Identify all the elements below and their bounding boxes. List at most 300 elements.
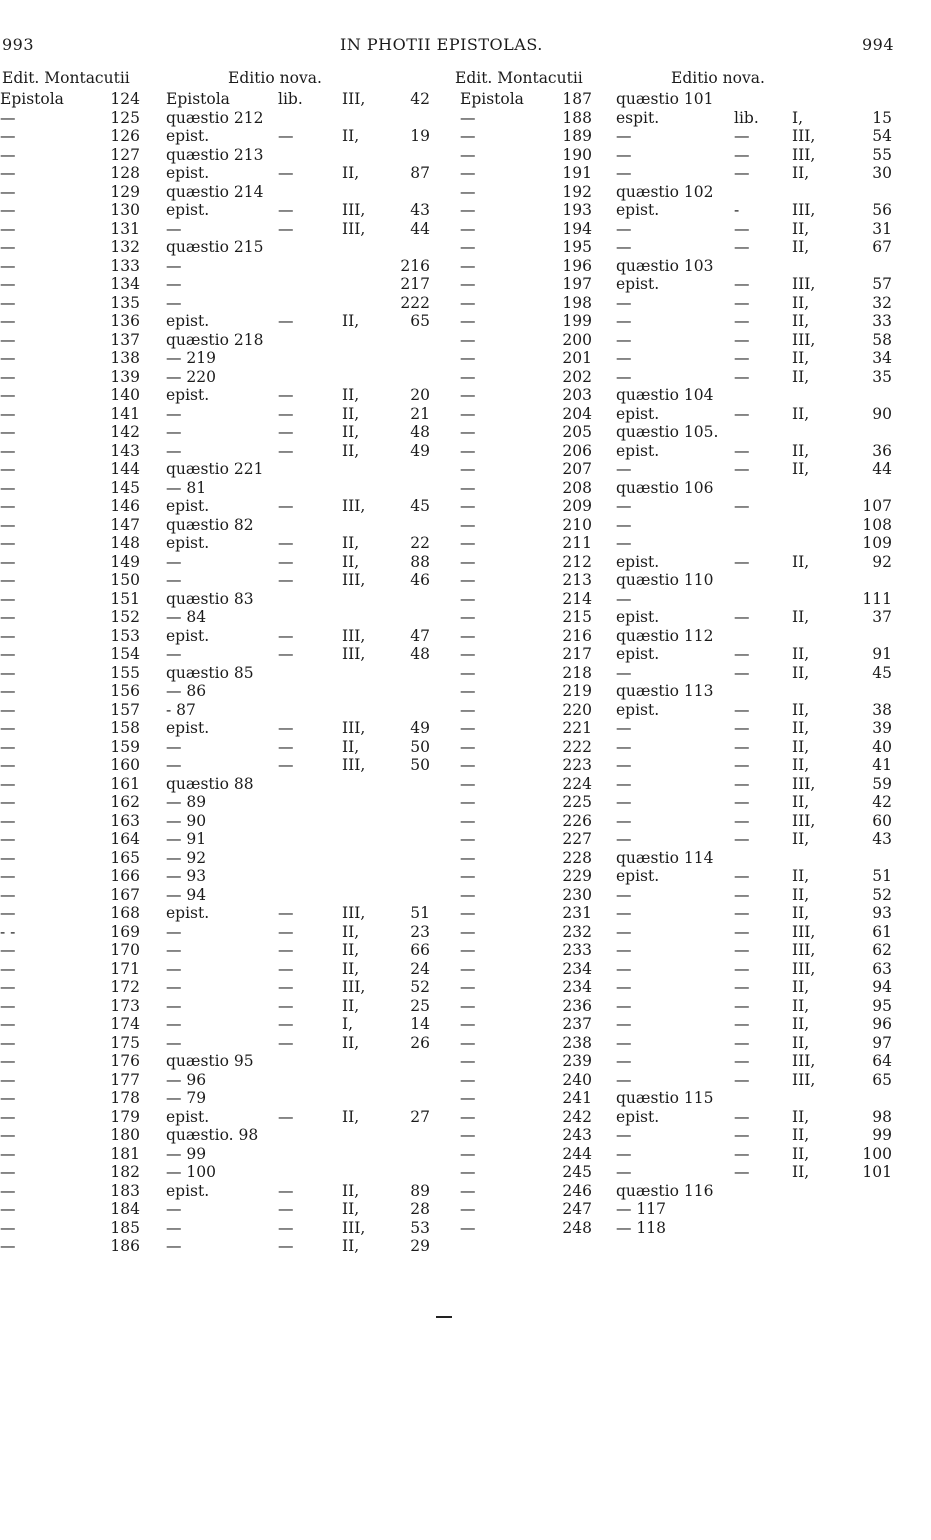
montacutii-number: 193 — [562, 201, 592, 219]
editio-entry: — — [616, 515, 632, 534]
editio-entry: — 92 — [166, 848, 207, 867]
montacutii-number: 220 — [562, 700, 592, 719]
editio-entry: - 87 — [166, 700, 196, 719]
book-number: III, — [792, 275, 816, 293]
editio-entry: epist. — [616, 867, 660, 885]
editio-number: 25 — [410, 996, 430, 1015]
editio-number: 56 — [872, 201, 892, 219]
editio-number: 89 — [410, 1181, 430, 1200]
editio-dash: — — [278, 1033, 294, 1052]
book-number: II, — [792, 1107, 810, 1126]
editio-dash: — — [734, 737, 750, 756]
row-lead: — — [0, 386, 16, 404]
right-table-row — [0, 368, 931, 387]
row-lead: — — [460, 904, 476, 922]
editio-entry: quæstio 103 — [616, 256, 714, 275]
row-lead: — — [460, 885, 476, 904]
book-number: II, — [792, 1163, 810, 1181]
montacutii-number: 200 — [562, 330, 592, 349]
editio-dash: — — [734, 552, 750, 571]
montacutii-number: 125 — [110, 108, 140, 127]
editio-entry: — — [616, 941, 632, 959]
editio-number: 44 — [410, 219, 430, 238]
book-number: II, — [792, 867, 810, 885]
editio-entry: — — [166, 941, 182, 959]
editio-entry: — — [616, 127, 632, 145]
montacutii-number: 159 — [110, 737, 140, 756]
book-number: II, — [342, 996, 360, 1015]
montacutii-number: 204 — [562, 404, 592, 423]
editio-entry: — — [166, 441, 182, 460]
row-lead: — — [460, 571, 476, 589]
editio-dash: — — [278, 1107, 294, 1126]
book-number: II, — [342, 404, 360, 423]
editio-entry: epist. — [166, 534, 210, 552]
editio-number: 21 — [410, 404, 430, 423]
book-number: III, — [792, 330, 816, 349]
montacutii-number: 126 — [110, 127, 140, 145]
editio-dash: — — [734, 1107, 750, 1126]
row-lead: — — [460, 626, 476, 645]
montacutii-number: 190 — [562, 145, 592, 164]
editio-number: 58 — [872, 330, 892, 349]
montacutii-number: 131 — [110, 219, 140, 238]
montacutii-number: 160 — [110, 756, 140, 774]
row-lead: — — [0, 478, 16, 497]
right-table-row — [0, 960, 931, 979]
editio-dash: — — [278, 552, 294, 571]
montacutii-number: 199 — [562, 312, 592, 330]
page-number-left: 993 — [2, 35, 35, 54]
row-lead: — — [460, 682, 476, 700]
montacutii-number: 241 — [562, 1089, 592, 1107]
editio-dash: — — [734, 922, 750, 941]
editio-entry: — — [616, 922, 632, 941]
editio-number: 217 — [400, 275, 430, 293]
running-title: IN PHOTII EPISTOLAS. — [340, 35, 543, 54]
editio-dash: — — [734, 127, 750, 145]
editio-entry: — — [166, 275, 182, 293]
book-number: II, — [792, 293, 810, 312]
editio-dash: — — [734, 959, 750, 978]
right-table-row — [0, 627, 931, 646]
editio-entry: quæstio 114 — [616, 848, 714, 867]
montacutii-number: 182 — [110, 1163, 140, 1181]
book-number: II, — [792, 460, 810, 478]
right-table-row — [0, 164, 931, 183]
editio-entry: quæstio 85 — [166, 663, 254, 682]
montacutii-number: 143 — [110, 441, 140, 460]
editio-number: 93 — [872, 904, 892, 922]
book-number: II, — [342, 312, 360, 330]
right-table-row — [0, 460, 931, 479]
row-lead: — — [460, 108, 476, 127]
editio-number: 100 — [862, 1144, 892, 1163]
right-table-row — [0, 775, 931, 794]
book-number: II, — [792, 756, 810, 774]
editio-number: 14 — [410, 1015, 430, 1033]
editio-entry: quæstio 101 — [616, 90, 714, 108]
right-table-row — [0, 941, 931, 960]
row-lead: — — [460, 959, 476, 978]
right-table-row — [0, 331, 931, 350]
right-table-row — [0, 793, 931, 812]
montacutii-number: 153 — [110, 626, 140, 645]
row-lead: — — [460, 127, 476, 145]
montacutii-number: 202 — [562, 367, 592, 386]
editio-number: 41 — [872, 756, 892, 774]
editio-number: 51 — [872, 867, 892, 885]
editio-number: 52 — [410, 978, 430, 996]
editio-entry: — — [166, 756, 182, 774]
editio-dash: — — [278, 996, 294, 1015]
book-number: II, — [792, 404, 810, 423]
editio-dash: — — [734, 756, 750, 774]
right-table-row — [0, 1108, 931, 1127]
row-lead: — — [0, 589, 16, 608]
editio-entry: — — [166, 1015, 182, 1033]
editio-entry: — 86 — [166, 682, 207, 700]
row-lead: — — [0, 941, 16, 959]
row-lead: — — [0, 904, 16, 922]
editio-number: 28 — [410, 1200, 430, 1218]
editio-entry: — 79 — [166, 1089, 207, 1107]
editio-dash: — — [734, 312, 750, 330]
row-lead: — — [460, 441, 476, 460]
book-number: III, — [342, 219, 366, 238]
editio-entry: — — [616, 145, 632, 164]
row-lead: — — [0, 737, 16, 756]
editio-number: 19 — [410, 127, 430, 145]
editio-number: 222 — [400, 293, 430, 312]
row-lead: — — [460, 737, 476, 756]
book-number: II, — [792, 608, 810, 626]
editio-number: 23 — [410, 922, 430, 941]
montacutii-number: 246 — [562, 1181, 592, 1200]
book-number: II, — [342, 127, 360, 145]
book-number: II, — [792, 663, 810, 682]
montacutii-number: 207 — [562, 460, 592, 478]
book-number: II, — [342, 1181, 360, 1200]
book-number: III, — [342, 756, 366, 774]
montacutii-number: 164 — [110, 830, 140, 848]
row-lead: — — [0, 219, 16, 238]
book-number: II, — [342, 534, 360, 552]
editio-dash: — — [734, 867, 750, 885]
right-table-row — [0, 1163, 931, 1182]
montacutii-number: 187 — [562, 90, 592, 108]
editio-entry: — — [616, 830, 632, 848]
editio-number: 55 — [872, 145, 892, 164]
row-lead: — — [460, 460, 476, 478]
row-lead: — — [460, 201, 476, 219]
editio-dash: — — [278, 312, 294, 330]
montacutii-number: 221 — [562, 719, 592, 737]
editio-dash: lib. — [734, 108, 759, 127]
montacutii-number: 243 — [562, 1126, 592, 1144]
row-lead: — — [0, 275, 16, 293]
montacutii-number: 214 — [562, 589, 592, 608]
editio-entry: — — [616, 1033, 632, 1052]
row-lead: — — [0, 1052, 16, 1070]
montacutii-number: 154 — [110, 645, 140, 663]
montacutii-number: 242 — [562, 1107, 592, 1126]
row-lead: — — [460, 996, 476, 1015]
right-table-row — [0, 590, 931, 609]
editio-dash: — — [734, 700, 750, 719]
right-table-row — [0, 1200, 931, 1219]
montacutii-number: 136 — [110, 312, 140, 330]
editio-dash: — — [278, 941, 294, 959]
row-lead: — — [460, 386, 476, 404]
montacutii-number: 124 — [110, 90, 140, 108]
book-number: II, — [792, 719, 810, 737]
right-table-row — [0, 534, 931, 553]
editio-entry: — — [616, 1163, 632, 1181]
editio-entry: Epistola — [166, 90, 230, 108]
montacutii-number: 224 — [562, 774, 592, 793]
editio-dash: — — [734, 460, 750, 478]
row-lead: — — [0, 774, 16, 793]
editio-dash: — — [734, 293, 750, 312]
editio-entry: quæstio 104 — [616, 386, 714, 404]
editio-entry: epist. — [166, 1181, 210, 1200]
right-table-row — [0, 516, 931, 535]
editio-dash: — — [278, 201, 294, 219]
editio-dash: — — [278, 756, 294, 774]
row-lead: — — [0, 238, 16, 256]
right-table-row — [0, 109, 931, 128]
editio-entry: espit. — [616, 108, 660, 127]
book-number: III, — [792, 201, 816, 219]
row-lead: — — [460, 478, 476, 497]
editio-entry: — — [166, 645, 182, 663]
book-number: II, — [792, 737, 810, 756]
book-number: II, — [342, 959, 360, 978]
editio-entry: epist. — [166, 312, 210, 330]
row-lead: — — [0, 571, 16, 589]
montacutii-number: 163 — [110, 811, 140, 830]
montacutii-number: 148 — [110, 534, 140, 552]
editio-entry: epist. — [166, 1107, 210, 1126]
row-lead: — — [0, 515, 16, 534]
editio-dash: — — [278, 1181, 294, 1200]
editio-number: 47 — [410, 626, 430, 645]
montacutii-number: 179 — [110, 1107, 140, 1126]
editio-number: 15 — [872, 108, 892, 127]
editio-number: 108 — [862, 515, 892, 534]
book-number: III, — [792, 922, 816, 941]
editio-number: 87 — [410, 164, 430, 182]
editio-number: 101 — [862, 1163, 892, 1181]
right-table-row — [0, 183, 931, 202]
row-lead: — — [460, 811, 476, 830]
right-table-row — [0, 867, 931, 886]
montacutii-number: 244 — [562, 1144, 592, 1163]
row-lead: — — [0, 1237, 16, 1255]
row-lead: — — [460, 552, 476, 571]
editio-dash: — — [734, 1052, 750, 1070]
editio-number: 46 — [410, 571, 430, 589]
editio-dash: — — [278, 978, 294, 996]
editio-entry: — 81 — [166, 478, 207, 497]
row-lead: — — [460, 515, 476, 534]
editio-number: 48 — [410, 645, 430, 663]
editio-entry: quæstio 221 — [166, 460, 264, 478]
montacutii-number: 144 — [110, 460, 140, 478]
right-table-row — [0, 1034, 931, 1053]
montacutii-number: 223 — [562, 756, 592, 774]
row-lead: — — [460, 145, 476, 164]
editio-entry: quæstio 83 — [166, 589, 254, 608]
editio-dash: - — [734, 201, 740, 219]
right-table-row — [0, 978, 931, 997]
editio-number: 38 — [872, 700, 892, 719]
editio-entry: — — [166, 293, 182, 312]
editio-entry: epist. — [616, 1107, 660, 1126]
row-lead: — — [460, 756, 476, 774]
montacutii-number: 170 — [110, 941, 140, 959]
editio-dash: — — [734, 404, 750, 423]
montacutii-number: 201 — [562, 349, 592, 367]
row-lead: — — [0, 996, 16, 1015]
row-lead: — — [460, 349, 476, 367]
montacutii-number: 140 — [110, 386, 140, 404]
book-number: II, — [792, 349, 810, 367]
editio-entry: — — [166, 922, 182, 941]
editio-number: 111 — [862, 589, 892, 608]
montacutii-number: 217 — [562, 645, 592, 663]
editio-dash: — — [278, 719, 294, 737]
montacutii-number: 227 — [562, 830, 592, 848]
editio-entry: — — [616, 367, 632, 386]
montacutii-number: 185 — [110, 1218, 140, 1237]
row-lead: — — [0, 1200, 16, 1218]
editio-entry: — 117 — [616, 1200, 667, 1218]
editio-number: 95 — [872, 996, 892, 1015]
editio-number: 54 — [872, 127, 892, 145]
row-lead: — — [0, 108, 16, 127]
montacutii-number: 183 — [110, 1181, 140, 1200]
row-lead: — — [460, 1052, 476, 1070]
right-table-row — [0, 1182, 931, 1201]
row-lead: — — [0, 1181, 16, 1200]
editio-entry: — 118 — [616, 1218, 667, 1237]
row-lead: — — [0, 1089, 16, 1107]
montacutii-number: 175 — [110, 1033, 140, 1052]
book-number: III, — [342, 719, 366, 737]
right-table-row — [0, 442, 931, 461]
montacutii-number: 245 — [562, 1163, 592, 1181]
editio-number: 66 — [410, 941, 430, 959]
montacutii-number: 146 — [110, 497, 140, 515]
row-lead: — — [0, 645, 16, 663]
editio-dash: — — [734, 1126, 750, 1144]
editio-entry: — — [166, 737, 182, 756]
right-table-row — [0, 738, 931, 757]
right-table-row — [0, 719, 931, 738]
editio-entry: quæstio 215 — [166, 238, 264, 256]
editio-dash: — — [278, 904, 294, 922]
montacutii-number: 239 — [562, 1052, 592, 1070]
book-number: III, — [342, 626, 366, 645]
book-number: II, — [792, 552, 810, 571]
editio-dash: — — [734, 219, 750, 238]
editio-number: 64 — [872, 1052, 892, 1070]
row-lead: — — [460, 1033, 476, 1052]
editio-dash: — — [734, 1070, 750, 1089]
editio-number: 63 — [872, 959, 892, 978]
editio-entry: — — [616, 959, 632, 978]
montacutii-number: 205 — [562, 423, 592, 441]
book-number: III, — [792, 145, 816, 164]
editio-entry: — 100 — [166, 1163, 217, 1181]
montacutii-number: 178 — [110, 1089, 140, 1107]
editio-entry: — — [616, 293, 632, 312]
right-table-row — [0, 608, 931, 627]
montacutii-number: 180 — [110, 1126, 140, 1144]
montacutii-number: 247 — [562, 1200, 592, 1218]
montacutii-number: 222 — [562, 737, 592, 756]
editio-entry: quæstio 213 — [166, 145, 264, 164]
row-lead: — — [0, 719, 16, 737]
row-lead: — — [460, 1107, 476, 1126]
editio-entry: quæstio 105. — [616, 423, 719, 441]
book-number: II, — [342, 1033, 360, 1052]
montacutii-number: 209 — [562, 497, 592, 515]
editio-number: 50 — [410, 756, 430, 774]
montacutii-number: 226 — [562, 811, 592, 830]
right-table-row — [0, 479, 931, 498]
editio-number: 109 — [862, 534, 892, 552]
row-lead: — — [0, 293, 16, 312]
editio-number: 94 — [872, 978, 892, 996]
montacutii-number: 161 — [110, 774, 140, 793]
editio-number: 91 — [872, 645, 892, 663]
editio-dash: — — [734, 885, 750, 904]
editio-number: 90 — [872, 404, 892, 423]
montacutii-number: 238 — [562, 1033, 592, 1052]
row-lead: — — [460, 293, 476, 312]
editio-entry: epist. — [166, 201, 210, 219]
book-number: II, — [342, 164, 360, 182]
editio-entry: quæstio 113 — [616, 682, 714, 700]
row-lead: — — [0, 1070, 16, 1089]
montacutii-number: 211 — [562, 534, 592, 552]
editio-number: 99 — [872, 1126, 892, 1144]
right-table-row — [0, 90, 931, 109]
editio-entry: — — [166, 1200, 182, 1218]
left-column-heading-montacutii: Edit. Montacutii — [2, 69, 130, 87]
book-number: II, — [342, 1107, 360, 1126]
editio-number: 57 — [872, 275, 892, 293]
editio-dash: — — [278, 737, 294, 756]
editio-number: 35 — [872, 367, 892, 386]
book-number: III, — [792, 959, 816, 978]
book-number: III, — [792, 941, 816, 959]
editio-entry: — — [616, 1070, 632, 1089]
editio-number: 98 — [872, 1107, 892, 1126]
row-lead: — — [0, 700, 16, 719]
editio-entry: quæstio 112 — [616, 626, 714, 645]
row-lead: — — [0, 830, 16, 848]
editio-entry: epist. — [616, 404, 660, 423]
editio-entry: — — [616, 793, 632, 811]
book-number: II, — [342, 1200, 360, 1218]
book-number: II, — [792, 367, 810, 386]
editio-dash: — — [278, 626, 294, 645]
book-number: I, — [342, 1015, 354, 1033]
